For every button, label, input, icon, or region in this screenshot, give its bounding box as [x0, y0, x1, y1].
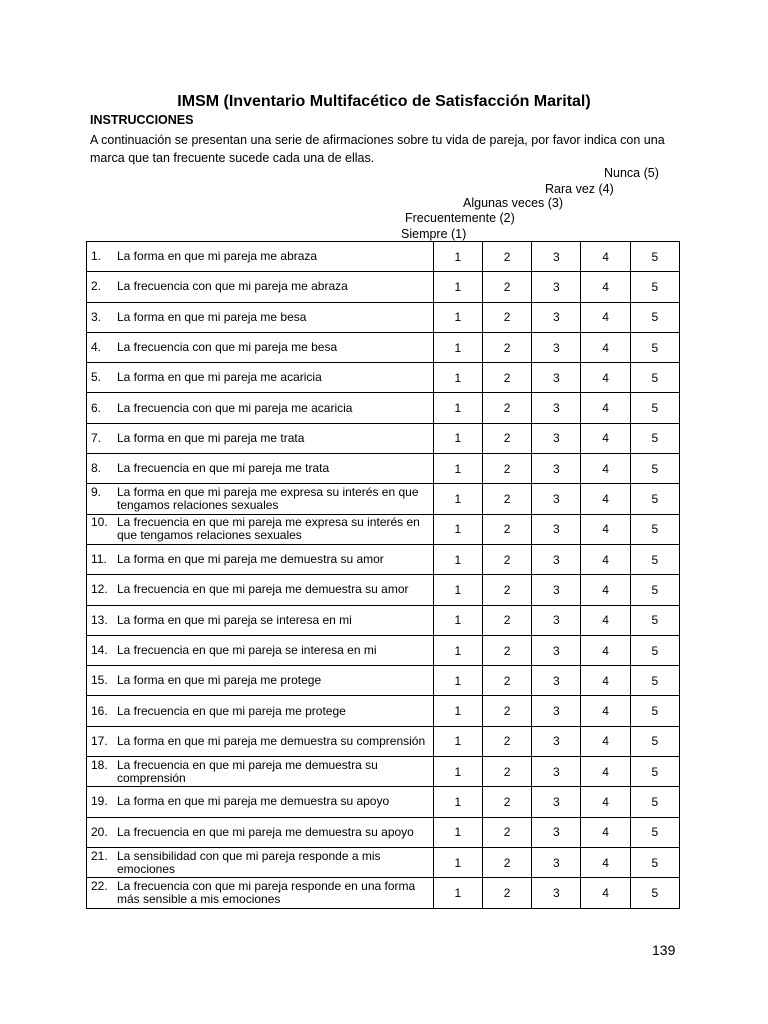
- rating-option-2[interactable]: 2: [482, 544, 531, 574]
- rating-option-4[interactable]: 4: [581, 757, 630, 787]
- scale-label-rara-vez: Rara vez (4): [545, 182, 614, 196]
- table-row: [87, 484, 680, 514]
- table-row: [87, 393, 680, 423]
- table-row: [87, 757, 680, 787]
- rating-option-2[interactable]: 2: [482, 726, 531, 756]
- table-row: [87, 575, 680, 605]
- item-number: 13.: [91, 612, 108, 627]
- rating-option-4[interactable]: 4: [581, 635, 630, 665]
- instructions-heading: INSTRUCCIONES: [90, 113, 194, 127]
- rating-option-1[interactable]: 1: [433, 726, 482, 756]
- rating-option-1[interactable]: 1: [433, 666, 482, 696]
- item-statement: [87, 332, 434, 362]
- item-text: La frecuencia con que mi pareja responde en una forma más sensible a mis emociones: [117, 878, 416, 906]
- table-row: [87, 726, 680, 756]
- item-text: La frecuencia con que mi pareja me acaricia: [117, 400, 353, 415]
- rating-option-1[interactable]: 1: [433, 696, 482, 726]
- rating-option-5[interactable]: 5: [630, 696, 679, 726]
- rating-option-1[interactable]: 1: [433, 302, 482, 332]
- rating-option-5[interactable]: 5: [630, 242, 679, 272]
- table-row: [87, 514, 680, 544]
- table-row: [87, 605, 680, 635]
- rating-option-5[interactable]: 5: [630, 878, 679, 908]
- rating-option-1[interactable]: 1: [433, 635, 482, 665]
- item-text: La frecuencia en que mi pareja se interesa en mi: [117, 643, 377, 657]
- item-number: 11.: [91, 552, 107, 567]
- item-number: 9.: [91, 485, 102, 500]
- item-number: 8.: [91, 461, 102, 476]
- rating-option-3[interactable]: 3: [532, 575, 581, 605]
- rating-option-3[interactable]: 3: [532, 605, 581, 635]
- rating-option-5[interactable]: 5: [630, 666, 679, 696]
- rating-option-2[interactable]: 2: [482, 757, 531, 787]
- rating-option-5[interactable]: 5: [630, 757, 679, 787]
- item-statement: [87, 302, 434, 332]
- rating-option-3[interactable]: 3: [532, 363, 581, 393]
- item-statement: [87, 878, 434, 908]
- table-row: [87, 242, 680, 272]
- table-row: [87, 272, 680, 302]
- rating-option-5[interactable]: 5: [630, 514, 679, 544]
- rating-option-1[interactable]: 1: [433, 332, 482, 362]
- item-number: 20.: [91, 824, 108, 839]
- rating-option-1[interactable]: 1: [433, 272, 482, 302]
- item-number: 17.: [91, 733, 108, 748]
- rating-option-3[interactable]: 3: [532, 393, 581, 423]
- rating-option-5[interactable]: 5: [630, 817, 679, 847]
- rating-option-3[interactable]: 3: [532, 423, 581, 453]
- rating-option-5[interactable]: 5: [630, 363, 679, 393]
- table-row: [87, 817, 680, 847]
- rating-option-2[interactable]: 2: [482, 272, 531, 302]
- item-number: 16.: [91, 703, 108, 718]
- rating-option-3[interactable]: 3: [532, 878, 581, 908]
- rating-option-5[interactable]: 5: [630, 332, 679, 362]
- rating-option-3[interactable]: 3: [532, 332, 581, 362]
- rating-option-3[interactable]: 3: [532, 484, 581, 514]
- rating-option-4[interactable]: 4: [581, 817, 630, 847]
- item-text: La forma en que mi pareja me besa: [117, 309, 307, 324]
- rating-option-1[interactable]: 1: [433, 605, 482, 635]
- item-statement: [87, 757, 434, 787]
- rating-option-4[interactable]: 4: [581, 393, 630, 423]
- item-statement: [87, 514, 434, 544]
- rating-option-5[interactable]: 5: [630, 272, 679, 302]
- instructions-text: A continuación se presentan una serie de afirmaciones sobre tu vida de pareja, por favor indica con una marca que tan frecuente sucede cada una de ellas.: [90, 133, 665, 165]
- rating-option-3[interactable]: 3: [532, 635, 581, 665]
- item-statement: [87, 635, 434, 665]
- item-statement: [87, 272, 434, 302]
- rating-option-5[interactable]: 5: [630, 726, 679, 756]
- table-row: [87, 454, 680, 484]
- rating-option-2[interactable]: 2: [482, 363, 531, 393]
- rating-option-5[interactable]: 5: [630, 454, 679, 484]
- item-number: 7.: [91, 430, 102, 445]
- rating-option-5[interactable]: 5: [630, 847, 679, 877]
- item-number: 21.: [91, 848, 108, 863]
- item-number: 6.: [91, 400, 102, 415]
- item-text: La forma en que mi pareja se interesa en mi: [117, 612, 352, 627]
- rating-option-2[interactable]: 2: [482, 514, 531, 544]
- item-statement: [87, 726, 434, 756]
- table-row: [87, 847, 680, 877]
- table-row: [87, 787, 680, 817]
- item-statement: [87, 575, 434, 605]
- rating-option-4[interactable]: 4: [581, 696, 630, 726]
- item-text: La frecuencia en que mi pareja me demuestra su apoyo: [117, 824, 414, 839]
- rating-option-4[interactable]: 4: [581, 544, 630, 574]
- rating-option-3[interactable]: 3: [532, 817, 581, 847]
- rating-option-2[interactable]: 2: [482, 575, 531, 605]
- rating-option-5[interactable]: 5: [630, 423, 679, 453]
- rating-option-4[interactable]: 4: [581, 666, 630, 696]
- item-text: La frecuencia en que mi pareja me protege: [117, 703, 346, 718]
- rating-option-2[interactable]: 2: [482, 302, 531, 332]
- item-statement: [87, 666, 434, 696]
- rating-option-2[interactable]: 2: [482, 787, 531, 817]
- rating-option-4[interactable]: 4: [581, 302, 630, 332]
- rating-option-1[interactable]: 1: [433, 878, 482, 908]
- rating-option-5[interactable]: 5: [630, 605, 679, 635]
- rating-option-1[interactable]: 1: [433, 242, 482, 272]
- item-text: La forma en que mi pareja me demuestra su comprensión: [117, 733, 426, 748]
- item-number: 18.: [91, 757, 108, 772]
- item-statement: [87, 454, 434, 484]
- item-statement: [87, 363, 434, 393]
- rating-option-5[interactable]: 5: [630, 787, 679, 817]
- item-text: La forma en que mi pareja me protege: [117, 673, 322, 688]
- table-row: [87, 423, 680, 453]
- rating-option-3[interactable]: 3: [532, 544, 581, 574]
- item-number: 2.: [91, 279, 102, 294]
- item-statement: [87, 393, 434, 423]
- item-statement: [87, 484, 434, 514]
- item-number: 10.: [91, 515, 108, 530]
- item-number: 1.: [91, 249, 102, 264]
- rating-option-4[interactable]: 4: [581, 787, 630, 817]
- rating-option-4[interactable]: 4: [581, 332, 630, 362]
- rating-option-4[interactable]: 4: [581, 272, 630, 302]
- rating-option-2[interactable]: 2: [482, 696, 531, 726]
- item-statement: [87, 847, 434, 877]
- item-text: La frecuencia en que mi pareja me demuestra su comprensión: [117, 757, 378, 785]
- rating-option-4[interactable]: 4: [581, 605, 630, 635]
- rating-option-2[interactable]: 2: [482, 878, 531, 908]
- scale-label-frecuentemente: Frecuentemente (2): [405, 211, 515, 225]
- page-number: 139: [652, 942, 676, 958]
- rating-option-2[interactable]: 2: [482, 454, 531, 484]
- rating-option-2[interactable]: 2: [482, 423, 531, 453]
- item-text: La frecuencia en que mi pareja me expresa su interés en que tengamos relaciones sexuales: [117, 515, 420, 543]
- rating-option-4[interactable]: 4: [581, 242, 630, 272]
- item-number: 5.: [91, 370, 102, 385]
- rating-option-3[interactable]: 3: [532, 787, 581, 817]
- rating-option-3[interactable]: 3: [532, 757, 581, 787]
- rating-option-4[interactable]: 4: [581, 454, 630, 484]
- rating-option-1[interactable]: 1: [433, 847, 482, 877]
- rating-option-3[interactable]: 3: [532, 272, 581, 302]
- rating-option-3[interactable]: 3: [532, 514, 581, 544]
- rating-option-3[interactable]: 3: [532, 726, 581, 756]
- rating-option-3[interactable]: 3: [532, 847, 581, 877]
- item-statement: [87, 605, 434, 635]
- rating-option-3[interactable]: 3: [532, 302, 581, 332]
- rating-option-4[interactable]: 4: [581, 363, 630, 393]
- rating-option-2[interactable]: 2: [482, 393, 531, 423]
- rating-option-5[interactable]: 5: [630, 544, 679, 574]
- rating-option-1[interactable]: 1: [433, 454, 482, 484]
- item-text: La forma en que mi pareja me abraza: [117, 249, 318, 264]
- rating-option-1[interactable]: 1: [433, 484, 482, 514]
- item-text: La forma en que mi pareja me demuestra su amor: [117, 552, 384, 567]
- scale-label-siempre: Siempre (1): [401, 227, 467, 241]
- rating-option-1[interactable]: 1: [433, 787, 482, 817]
- table-row: [87, 635, 680, 665]
- rating-option-3[interactable]: 3: [532, 696, 581, 726]
- rating-option-4[interactable]: 4: [581, 726, 630, 756]
- rating-option-3[interactable]: 3: [532, 454, 581, 484]
- rating-option-2[interactable]: 2: [482, 605, 531, 635]
- item-statement: [87, 242, 434, 272]
- item-statement: [87, 696, 434, 726]
- rating-option-4[interactable]: 4: [581, 847, 630, 877]
- table-row: [87, 696, 680, 726]
- rating-option-2[interactable]: 2: [482, 332, 531, 362]
- rating-option-4[interactable]: 4: [581, 514, 630, 544]
- item-statement: [87, 423, 434, 453]
- item-number: 4.: [91, 340, 102, 355]
- rating-option-4[interactable]: 4: [581, 484, 630, 514]
- rating-option-2[interactable]: 2: [482, 635, 531, 665]
- rating-option-2[interactable]: 2: [482, 666, 531, 696]
- item-number: 3.: [91, 309, 102, 324]
- item-text: La forma en que mi pareja me demuestra su apoyo: [117, 794, 390, 809]
- table-row: [87, 332, 680, 362]
- item-number: 12.: [91, 582, 108, 597]
- rating-option-4[interactable]: 4: [581, 878, 630, 908]
- table-row: [87, 544, 680, 574]
- table-row: [87, 666, 680, 696]
- rating-option-3[interactable]: 3: [532, 242, 581, 272]
- item-statement: [87, 817, 434, 847]
- table-row: [87, 363, 680, 393]
- item-number: 19.: [91, 794, 108, 809]
- questionnaire-table: [86, 241, 680, 909]
- item-number: 15.: [91, 673, 108, 688]
- page-title: IMSM (Inventario Multifacético de Satisfacción Marital): [177, 93, 591, 110]
- rating-option-4[interactable]: 4: [581, 423, 630, 453]
- rating-option-5[interactable]: 5: [630, 635, 679, 665]
- item-number: 14.: [91, 643, 108, 657]
- rating-option-1[interactable]: 1: [433, 817, 482, 847]
- scale-label-algunas-veces: Algunas veces (3): [463, 196, 564, 210]
- item-text: La forma en que mi pareja me acaricia: [117, 370, 322, 385]
- rating-option-5[interactable]: 5: [630, 575, 679, 605]
- item-number: 22.: [91, 878, 108, 893]
- rating-option-1[interactable]: 1: [433, 423, 482, 453]
- item-text: La forma en que mi pareja me expresa su interés en que tengamos relaciones sexuales: [117, 485, 419, 513]
- rating-option-1[interactable]: 1: [433, 393, 482, 423]
- scale-label-nunca: Nunca (5): [604, 166, 659, 180]
- rating-option-3[interactable]: 3: [532, 666, 581, 696]
- item-statement: [87, 544, 434, 574]
- rating-option-5[interactable]: 5: [630, 484, 679, 514]
- rating-option-2[interactable]: 2: [482, 484, 531, 514]
- item-text: La frecuencia en que mi pareja me trata: [117, 461, 330, 476]
- rating-option-2[interactable]: 2: [482, 242, 531, 272]
- rating-option-4[interactable]: 4: [581, 575, 630, 605]
- rating-option-1[interactable]: 1: [433, 757, 482, 787]
- item-text: La frecuencia en que mi pareja me demuestra su amor: [117, 582, 409, 597]
- rating-option-1[interactable]: 1: [433, 363, 482, 393]
- item-text: La frecuencia con que mi pareja me besa: [117, 340, 338, 355]
- item-text: La forma en que mi pareja me trata: [117, 430, 305, 445]
- item-statement: [87, 787, 434, 817]
- item-text: La sensibilidad con que mi pareja responde a mis emociones: [117, 848, 381, 876]
- rating-option-1[interactable]: 1: [433, 544, 482, 574]
- table-row: [87, 878, 680, 908]
- rating-option-2[interactable]: 2: [482, 817, 531, 847]
- item-text: La frecuencia con que mi pareja me abraza: [117, 279, 348, 294]
- rating-option-5[interactable]: 5: [630, 302, 679, 332]
- table-row: [87, 302, 680, 332]
- rating-option-1[interactable]: 1: [433, 575, 482, 605]
- rating-option-1[interactable]: 1: [433, 514, 482, 544]
- rating-option-2[interactable]: 2: [482, 847, 531, 877]
- rating-option-5[interactable]: 5: [630, 393, 679, 423]
